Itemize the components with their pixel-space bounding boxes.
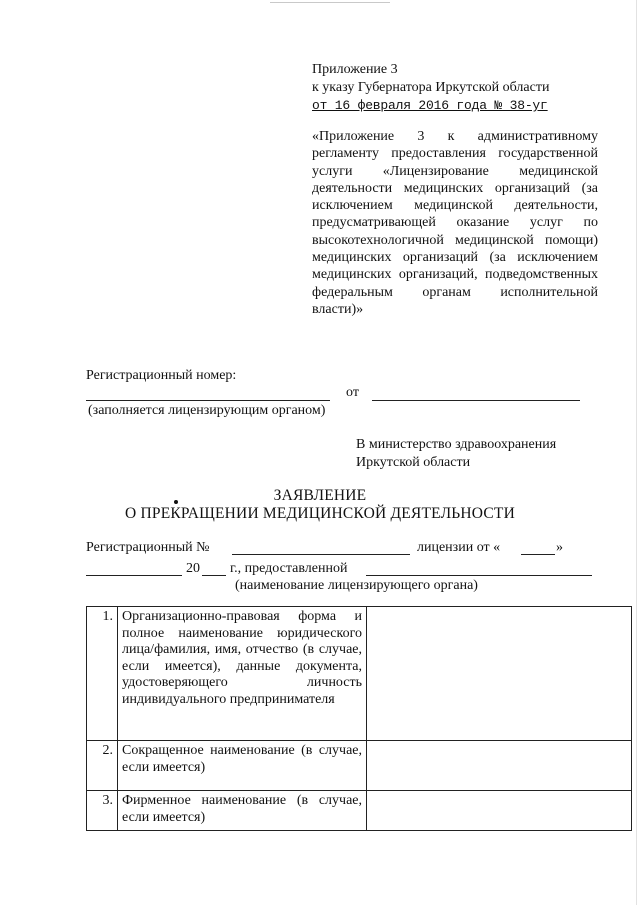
table-row (87, 741, 632, 791)
row-number: 3. (87, 791, 118, 831)
registration-date-field[interactable] (372, 400, 580, 401)
license-authority-note: (наименование лицензирующего органа) (235, 578, 478, 593)
annex-number: Приложение 3 (312, 62, 398, 77)
addressee-line-1: В министерство здравоохранения (356, 437, 557, 452)
annex-decree: к указу Губернатора Иркутской области (312, 80, 550, 95)
document-title: ЗАЯВЛЕНИЕ (273, 487, 367, 504)
registration-number-label: Регистрационный номер: (86, 368, 237, 383)
row-number: 2. (87, 741, 118, 791)
license-day-field[interactable] (521, 554, 555, 555)
applicant-info-table (86, 606, 632, 831)
registration-date-label: от (346, 385, 359, 400)
registration-note: (заполняется лицензирующим органом) (88, 403, 326, 418)
row-value-cell[interactable] (367, 741, 632, 791)
license-from-label: лицензии от « (417, 540, 501, 555)
document-subtitle: О ПРЕКРАЩЕНИИ МЕДИЦИНСКОЙ ДЕЯТЕЛЬНОСТИ (125, 505, 515, 522)
license-year-prefix: 20 (186, 561, 200, 576)
license-close-quote: » (556, 540, 563, 555)
license-month-field[interactable] (86, 575, 182, 576)
row-value-cell[interactable] (367, 607, 632, 741)
row-description: Фирменное наименование (в случае, если имеется) (118, 791, 367, 831)
page-edge-divider (636, 0, 637, 905)
row-number: 1. (87, 607, 118, 741)
table-row (87, 791, 632, 831)
license-reg-number-field[interactable] (232, 554, 410, 555)
annex-date-line (312, 97, 602, 115)
row-description: Организационно-правовая форма и полное наименование юридического лица/фамилия, имя, отчество (в случае, если имеется), данные документа, удостоверяющего личность индивидуального предпринимателя (118, 607, 367, 741)
scan-artifact-line (270, 2, 390, 3)
annex-date: от 16 февраля 2016 года № 38-уг (312, 98, 548, 113)
license-authority-field[interactable] (366, 575, 592, 576)
license-year-field[interactable] (202, 575, 226, 576)
license-reg-label: Регистрационный № (86, 540, 210, 555)
addressee-line-2: Иркутской области (356, 455, 471, 470)
annex-header (312, 61, 602, 115)
row-value-cell[interactable] (367, 791, 632, 831)
regulation-annex-text: «Приложение 3 к административному регламенту предоставления государственной услуги «Лицензирование медицинской деятельности медицинских организаций (за исключением медицинской деятельности, предусматривающей оказание услуг по высокотехнологичной медицинской помощи) медицинских организаций (за исключением медицинских организаций, подведомственных федеральным органам исполнительной власти)» (312, 129, 598, 317)
addressee (356, 436, 556, 472)
license-issued-by-label: г., предоставленной (230, 561, 348, 576)
registration-number-field[interactable] (86, 400, 330, 401)
row-description: Сокращенное наименование (в случае, если имеется) (118, 741, 367, 791)
table-row (87, 607, 632, 741)
